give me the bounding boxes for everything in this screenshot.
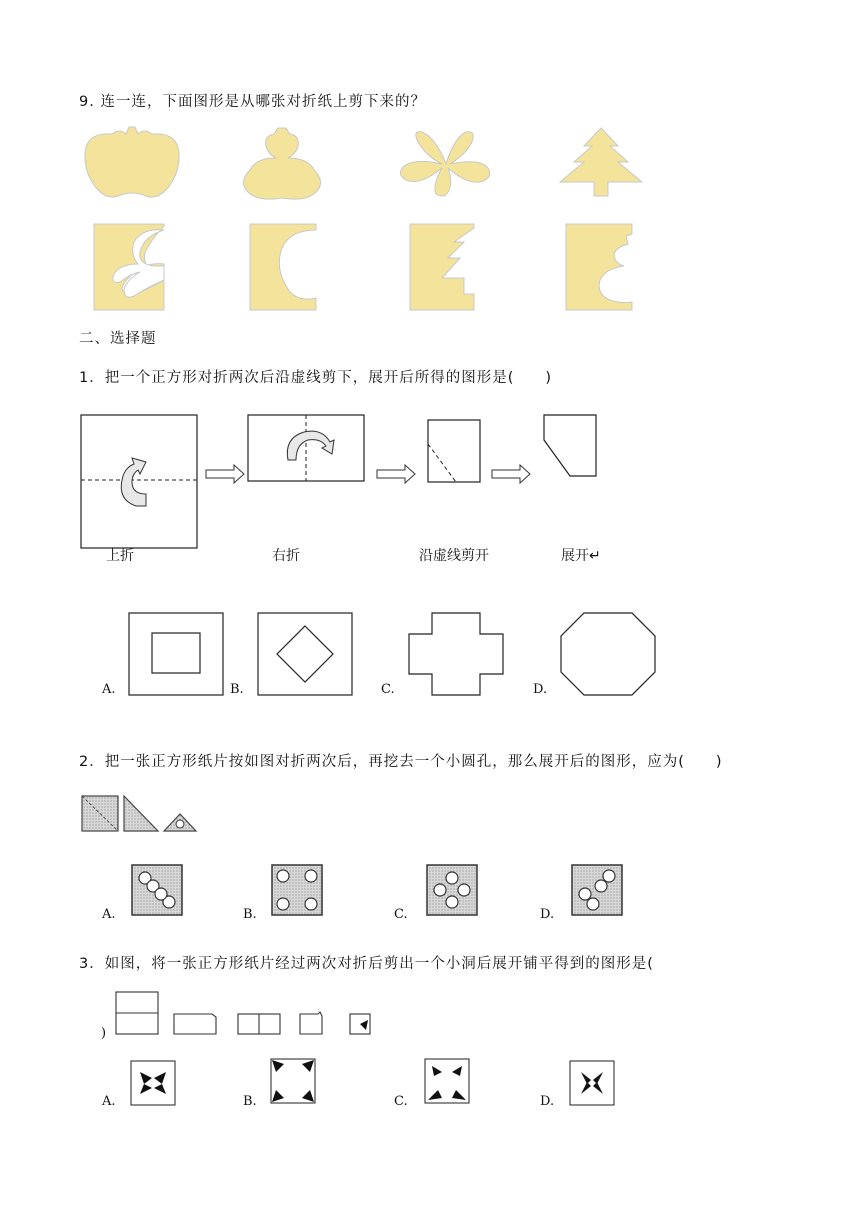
q2-option-b-label: B. — [243, 907, 257, 922]
q3-text-cont: ) — [101, 1026, 107, 1041]
q3-option-d-figure[interactable] — [569, 1060, 615, 1106]
right-arrow-icon — [206, 465, 244, 483]
right-arrow-icon — [377, 465, 415, 483]
half-tree-paper — [410, 224, 476, 310]
q2-option-a-figure[interactable] — [131, 864, 183, 916]
q1-text: 1．把一个正方形对折两次后沿虚线剪下，展开后所得的图形是( ) — [79, 370, 553, 386]
q3-option-d-label: D. — [540, 1094, 555, 1109]
curved-right-arrow-icon — [287, 431, 334, 460]
section-title: 二、选择题 — [79, 331, 157, 347]
curved-up-arrow-icon — [121, 458, 146, 506]
paper-square — [81, 415, 197, 548]
q2-text: 2．把一张正方形纸片按如图对折两次后，再挖去一个小圆孔，那么展开后的图形，应为( ) — [79, 754, 723, 770]
q2-option-d-label: D. — [540, 907, 555, 922]
q1-option-b-figure[interactable] — [257, 612, 353, 696]
step-label-fold-up: 上折 — [106, 547, 134, 563]
q3-option-a-figure[interactable] — [130, 1060, 176, 1106]
q3-option-b-label: B. — [243, 1094, 257, 1109]
q9-text: 9. 连一连，下面图形是从哪张对折纸上剪下来的？ — [79, 94, 426, 110]
q2-option-c-figure[interactable] — [426, 864, 478, 916]
q2-option-c-label: C. — [394, 907, 408, 922]
q2-fold-diagram — [80, 794, 198, 834]
q2-option-a-label: A. — [102, 907, 116, 922]
q2-option-b-figure[interactable] — [271, 864, 323, 916]
half-flower-paper — [94, 224, 166, 310]
step-label-fold-right: 右折 — [272, 547, 300, 563]
q1-option-c-label: C. — [381, 682, 395, 697]
q1-option-b-label: B. — [230, 682, 244, 697]
right-arrow-icon — [492, 465, 530, 483]
apple-shape — [82, 124, 182, 200]
half-apple-paper — [250, 224, 320, 310]
step-label-cut: 沿虚线剪开 — [419, 547, 489, 563]
gourd-shape — [236, 128, 328, 204]
q1-option-d-figure[interactable] — [560, 612, 656, 696]
half-gourd-paper — [566, 224, 636, 310]
q1-option-d-label: D. — [533, 682, 548, 697]
flower-shape — [396, 128, 496, 198]
tree-shape — [554, 126, 648, 198]
q3-option-b-figure[interactable] — [270, 1058, 316, 1104]
q1-option-a-label: A. — [102, 682, 116, 697]
q1-option-c-figure[interactable] — [408, 612, 504, 696]
q2-option-d-figure[interactable] — [571, 864, 623, 916]
q3-text: 3．如图，将一张正方形纸片经过两次对折后剪出一个小洞后展开铺平得到的图形是( — [79, 956, 654, 972]
q1-option-a-figure[interactable] — [128, 612, 224, 696]
q3-fold-diagram — [114, 990, 374, 1036]
q3-option-c-figure[interactable] — [424, 1058, 470, 1104]
fold-process-diagram — [78, 410, 608, 552]
step-label-unfold: 展开↵ — [561, 547, 601, 563]
q3-option-a-label: A. — [102, 1094, 116, 1109]
q3-option-c-label: C. — [394, 1094, 408, 1109]
